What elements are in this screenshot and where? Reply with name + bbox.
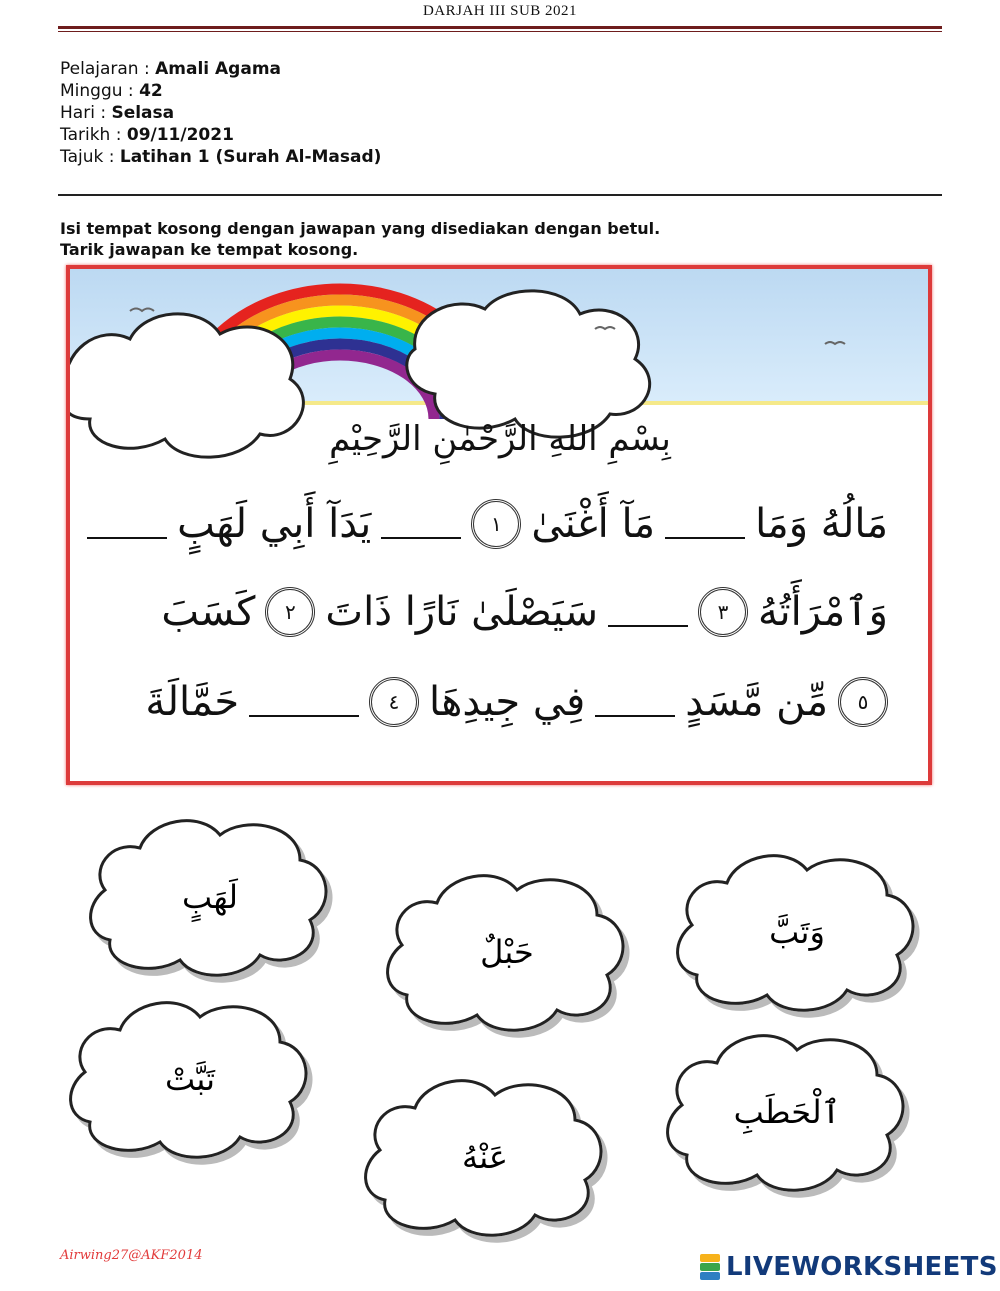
info-tajuk — [60, 146, 381, 168]
answer-blank[interactable] — [608, 625, 688, 627]
answer-cloud[interactable] — [71, 1003, 306, 1158]
credit-text: Airwing27@AKF2014 — [60, 1248, 203, 1263]
answer-cloud[interactable] — [366, 1081, 601, 1236]
ayah-marker: ٥ — [838, 677, 888, 727]
ayah-marker: ١ — [471, 499, 521, 549]
info-minggu — [60, 80, 381, 102]
verse-text: وَٱمْرَأَتُهُ — [758, 589, 888, 635]
answer-cloud[interactable] — [388, 876, 623, 1031]
value: 42 — [139, 81, 163, 101]
verse-text: مَالُهُ وَمَا — [755, 501, 888, 547]
value: Latihan 1 (Surah Al-Masad) — [119, 147, 382, 167]
label: Tarikh : — [60, 125, 127, 145]
ayah-marker: ٢ — [265, 587, 315, 637]
label: Minggu : — [60, 81, 140, 101]
verse-text: كَسَبَ — [161, 589, 256, 635]
value: Amali Agama — [155, 59, 282, 79]
logo-icon — [700, 1254, 720, 1280]
document-header-title: DARJAH III SUB 2021 — [422, 3, 578, 19]
verse-line-2 — [161, 587, 888, 637]
answer-text: لَهَبٍ — [182, 878, 238, 916]
label: Pelajaran : — [60, 59, 156, 79]
answer-blank[interactable] — [665, 537, 745, 539]
answer-text: حَبْلٌ — [480, 933, 534, 971]
liveworksheets-logo[interactable] — [700, 1252, 998, 1282]
verse-text: مَآ أَغْنَىٰ — [531, 501, 656, 547]
answer-text: عَنْهُ — [462, 1138, 508, 1176]
answer-cloud[interactable] — [678, 856, 913, 1011]
ayah-marker: ٤ — [369, 677, 419, 727]
info-tarikh — [60, 124, 381, 146]
answer-blank[interactable] — [87, 537, 167, 539]
label: Tajuk : — [60, 147, 120, 167]
answer-text: وَتَبَّ — [769, 913, 825, 951]
value: Selasa — [111, 103, 175, 123]
instruction-line-1: Isi tempat kosong dengan jawapan yang disediakan dengan betul. — [60, 219, 661, 238]
label: Hari : — [60, 103, 112, 123]
verse-line-3 — [145, 677, 888, 727]
value: 09/11/2021 — [126, 125, 234, 145]
answer-cloud[interactable] — [91, 821, 326, 976]
header-rule-thin — [58, 31, 942, 32]
cloud-icon — [407, 291, 650, 437]
verse-line-1 — [87, 499, 888, 549]
answer-blank[interactable] — [381, 537, 461, 539]
answer-blank[interactable] — [249, 715, 359, 717]
basmalah: بِسْمِ اللهِ الرَّحْمٰنِ الرَّحِيْمِ — [329, 419, 671, 459]
answer-cloud[interactable] — [668, 1036, 903, 1191]
info-pelajaran — [60, 58, 381, 80]
verse-text: فِي جِيدِهَا — [429, 679, 586, 725]
verse-text: مِّن مَّسَدٍ — [685, 679, 828, 725]
instructions — [60, 218, 660, 260]
section-divider — [58, 194, 942, 196]
instruction-line-2: Tarik jawapan ke tempat kosong. — [60, 240, 359, 259]
ayah-marker: ٣ — [698, 587, 748, 637]
answer-blank[interactable] — [595, 715, 675, 717]
verse-text: يَدَآ أَبِي لَهَبٍ — [177, 501, 372, 547]
verse-text: حَمَّالَةَ — [145, 679, 240, 725]
surah-panel — [66, 265, 932, 785]
header-rule — [58, 26, 942, 29]
lesson-info — [60, 58, 381, 168]
answer-text: ٱلْحَطَبِ — [733, 1093, 841, 1131]
info-hari — [60, 102, 381, 124]
verse-text: سَيَصْلَىٰ نَارًا ذَاتَ — [325, 589, 599, 635]
answer-text: تَبَّتْ — [165, 1060, 215, 1098]
answer-clouds — [0, 800, 1000, 1260]
brand-name: LIVEWORKSHEETS — [726, 1252, 998, 1282]
